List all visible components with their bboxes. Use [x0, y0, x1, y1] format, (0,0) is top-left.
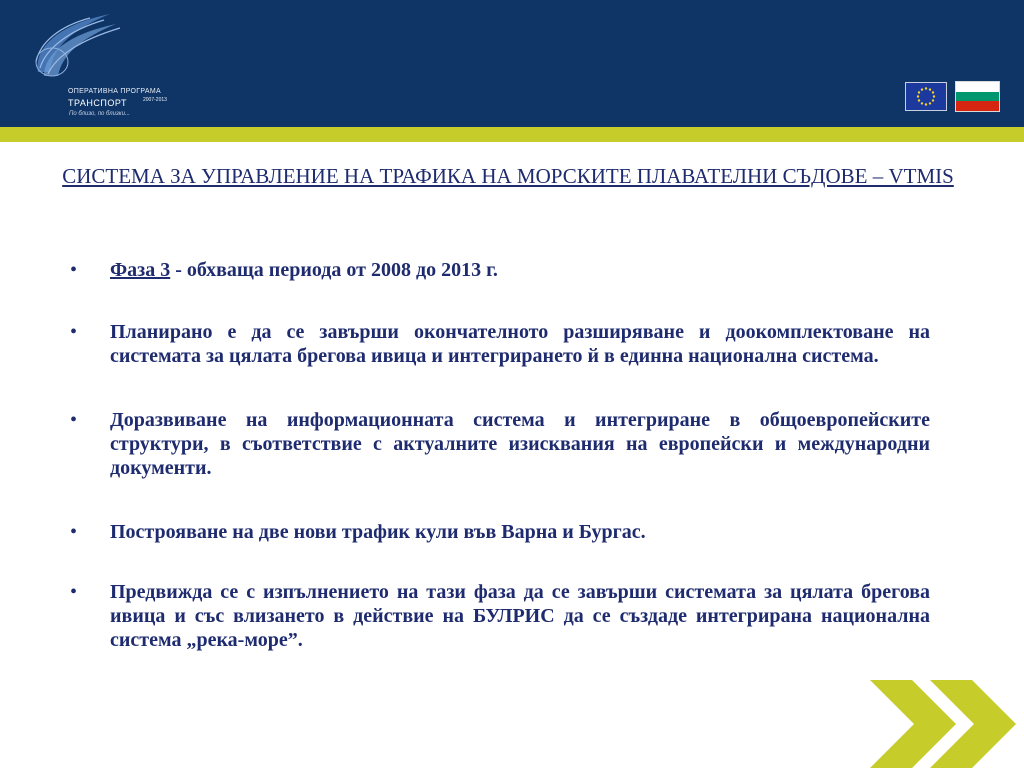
- bullet-marker: •: [70, 409, 78, 431]
- bullet-item: [70, 520, 930, 544]
- logo-years-label: 2007-2013: [143, 97, 167, 103]
- bullet-item: [70, 258, 930, 282]
- chevron-right-icon: [870, 680, 1024, 768]
- bullet-marker: •: [70, 521, 78, 543]
- slide-title: СИСТЕМА ЗА УПРАВЛЕНИЕ НА ТРАФИКА НА МОРСКИТЕ ПЛАВАТЕЛНИ СЪДОВЕ – VTMIS: [62, 164, 954, 188]
- accent-band: [0, 127, 1024, 142]
- logo-programme-label: ОПЕРАТИВНА ПРОГРАМА: [68, 88, 161, 95]
- bullet-marker: •: [70, 259, 78, 281]
- logo-transport-label: ТРАНСПОРТ: [68, 98, 127, 108]
- bullet-text: Построяване на две нови трафик кули във Варна и Бургас.: [110, 521, 646, 543]
- wings-icon: [30, 10, 130, 90]
- bullet-item: [70, 320, 930, 368]
- phase-label: Фаза 3: [110, 259, 171, 281]
- eu-flag-icon: [905, 82, 947, 111]
- bullet-item: [70, 580, 930, 652]
- bullet-text: Доразвиване на информационната система и интегриране в общоевропейските структури, в съответствие с актуалните изисквания на европейски и международни документи.: [110, 409, 930, 479]
- bullet-text: - обхваща периода от 2008 до 2013 г.: [170, 259, 498, 281]
- bullet-text: Планирано е да се завърши окончателното разширяване и доокомплектоване на системата за цялата брегова ивица и интегрирането й в единна национална система.: [110, 321, 930, 367]
- bullet-text: Предвижда се с изпълнението на тази фаза да се завърши системата за цялата брегова ивица и със влизането в действие на БУЛРИС да се създаде интегрирана национална система „река-море”.: [110, 581, 930, 651]
- bullet-marker: •: [70, 581, 78, 603]
- header-bar: [0, 0, 1024, 127]
- bullet-list: [70, 258, 930, 652]
- bulgaria-flag-icon: [955, 81, 1000, 112]
- bullet-item: [70, 408, 930, 480]
- bullet-marker: •: [70, 321, 78, 343]
- logo-slogan: По близо, по близки...: [69, 111, 130, 117]
- operative-programme-transport-logo: [30, 10, 190, 120]
